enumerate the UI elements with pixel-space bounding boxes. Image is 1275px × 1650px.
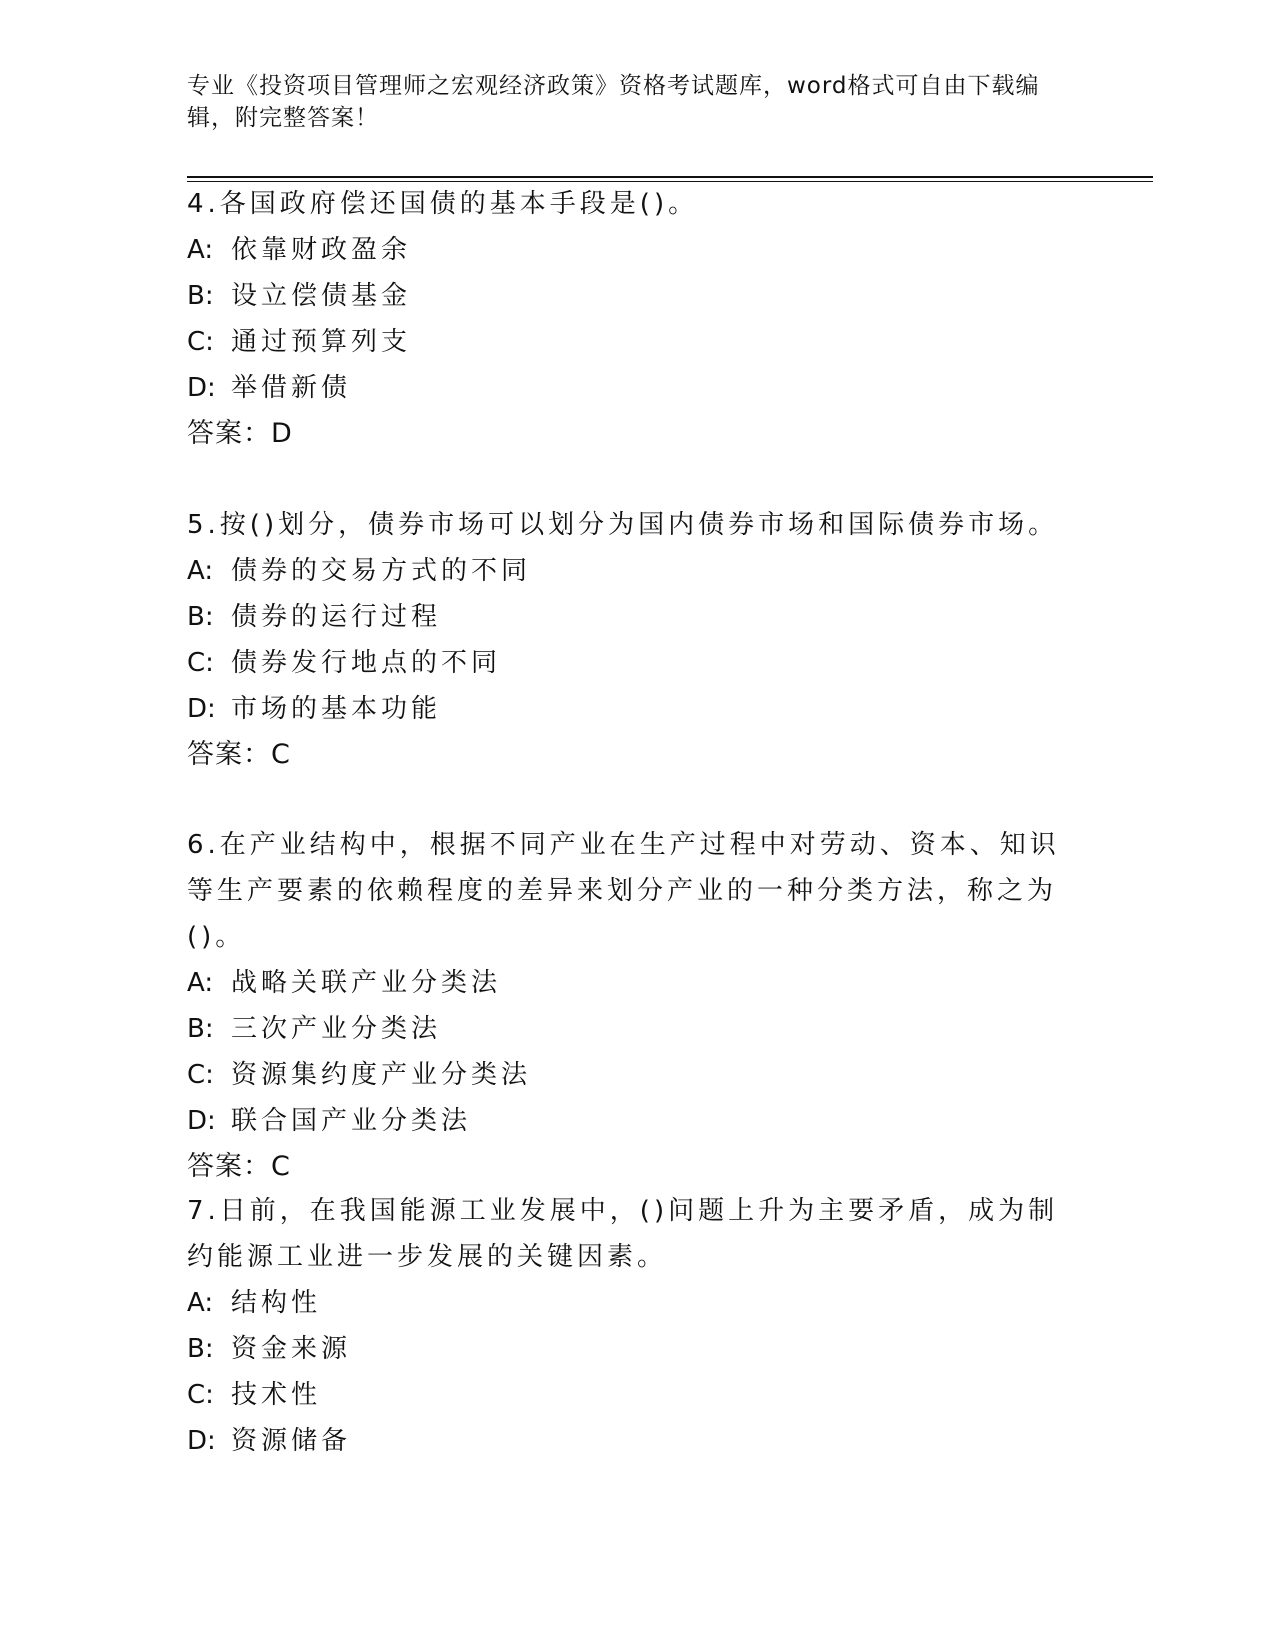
option-a (187, 960, 1067, 1006)
option-text: 战略关联产业分类法 (231, 968, 502, 998)
option-text: 技术性 (231, 1380, 322, 1410)
option-c (187, 1052, 1067, 1098)
option-d (187, 1098, 1067, 1144)
answer-line: 答案：C (187, 1151, 291, 1182)
option-key: A: (187, 968, 214, 998)
option-b (187, 594, 1067, 640)
header-divider-thick (187, 176, 1153, 178)
option-text: 市场的基本功能 (231, 694, 442, 724)
option-a (187, 227, 1067, 273)
option-text: 债券发行地点的不同 (231, 648, 502, 678)
option-a (187, 1280, 1067, 1326)
option-key: D: (187, 1426, 216, 1456)
option-text: 联合国产业分类法 (231, 1106, 472, 1136)
option-key: D: (187, 694, 216, 724)
option-key: B: (187, 281, 214, 311)
option-key: C: (187, 1060, 214, 1090)
option-text: 债券的运行过程 (231, 602, 442, 632)
question-stem: 4.各国政府偿还国债的基本手段是()。 (187, 189, 699, 219)
option-key: B: (187, 602, 214, 632)
option-text: 三次产业分类法 (231, 1014, 442, 1044)
option-a (187, 548, 1067, 594)
option-d (187, 686, 1067, 732)
option-c (187, 319, 1067, 365)
question-stem: 7.日前，在我国能源工业发展中，()问题上升为主要矛盾，成为制约能源工业进一步发展的关键因素。 (187, 1196, 1059, 1272)
option-key: C: (187, 327, 214, 357)
question-6 (187, 822, 1067, 1190)
question-stem: 5.按()划分，债券市场可以划分为国内债券市场和国际债券市场。 (187, 510, 1059, 540)
option-key: D: (187, 373, 216, 403)
answer-line: 答案：C (187, 739, 291, 770)
option-c (187, 640, 1067, 686)
option-text: 设立偿债基金 (231, 281, 412, 311)
option-key: A: (187, 1288, 214, 1318)
option-c (187, 1372, 1067, 1418)
question-4 (187, 181, 1067, 457)
option-b (187, 1326, 1067, 1372)
question-7 (187, 1188, 1067, 1464)
answer-line: 答案：D (187, 418, 293, 449)
option-text: 举借新债 (231, 373, 352, 403)
option-key: B: (187, 1014, 214, 1044)
option-text: 结构性 (231, 1288, 322, 1318)
option-d (187, 1418, 1067, 1464)
option-d (187, 365, 1067, 411)
question-stem: 6.在产业结构中，根据不同产业在生产过程中对劳动、资本、知识等生产要素的依赖程度的差异来划分产业的一种分类方法，称之为()。 (187, 830, 1060, 952)
option-key: A: (187, 235, 214, 265)
option-key: A: (187, 556, 214, 586)
option-text: 资源储备 (231, 1426, 352, 1456)
option-key: B: (187, 1334, 214, 1364)
option-key: C: (187, 1380, 214, 1410)
option-b (187, 273, 1067, 319)
option-text: 债券的交易方式的不同 (231, 556, 532, 586)
option-key: D: (187, 1106, 216, 1136)
question-5 (187, 502, 1067, 778)
option-b (187, 1006, 1067, 1052)
option-text: 资金来源 (231, 1334, 352, 1364)
document-header: 专业《投资项目管理师之宏观经济政策》资格考试题库，word格式可自由下载编辑，附完整答案！ (187, 73, 1040, 131)
option-text: 资源集约度产业分类法 (231, 1060, 532, 1090)
option-key: C: (187, 648, 214, 678)
option-text: 通过预算列支 (231, 327, 412, 357)
option-text: 依靠财政盈余 (231, 235, 412, 265)
